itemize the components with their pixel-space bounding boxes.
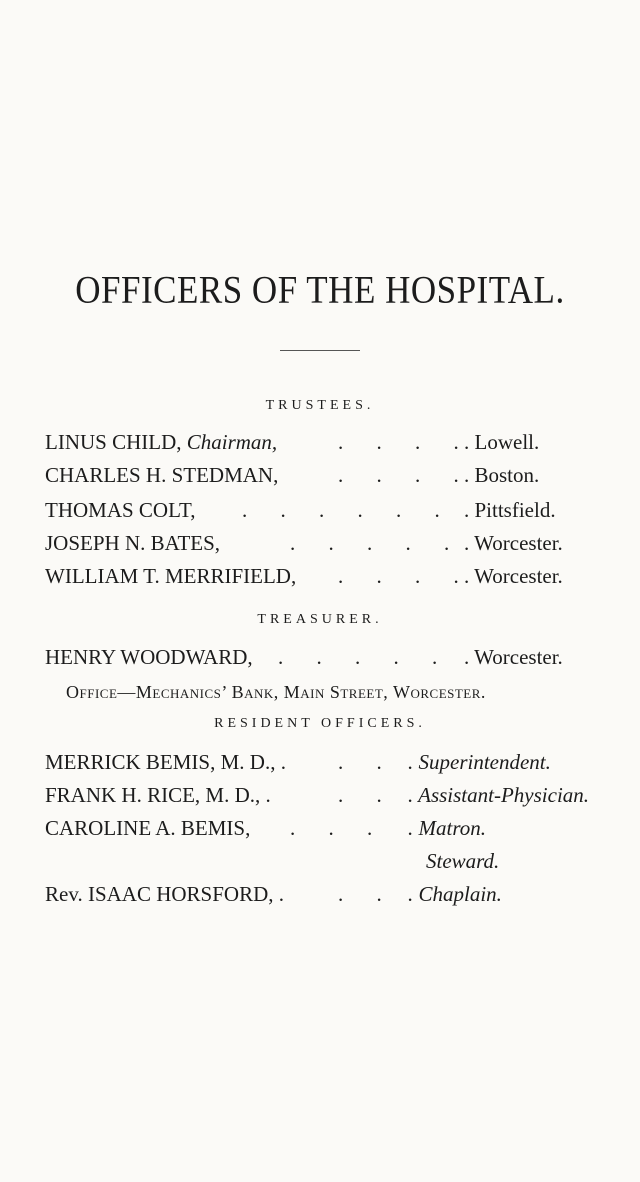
treasurer-row	[0, 645, 640, 675]
resident-officers-heading: RESIDENT OFFICERS.	[214, 716, 426, 731]
trustee-name: WILLIAM T. MERRIFIELD,	[45, 564, 297, 588]
officer-name: FRANK H. RICE, M. D., .	[45, 783, 271, 807]
officer-name: Rev. ISAAC HORSFORD, .	[45, 882, 285, 906]
trustee-place: . Worcester.	[464, 531, 563, 555]
treasurer-name: HENRY WOODWARD,	[45, 645, 253, 669]
officer-row	[0, 816, 640, 846]
leader-dots: . . . .	[338, 463, 473, 487]
trustee-name: JOSEPH N. BATES,	[45, 531, 221, 555]
trustee-row	[0, 564, 640, 594]
leader-dots: . . . . . .	[242, 498, 454, 522]
leader-dots: . . .	[290, 816, 387, 840]
officer-role: . Superintendent.	[408, 750, 551, 774]
leader-dots: . . . .	[338, 564, 473, 588]
treasurer-heading: TREASURER.	[257, 612, 383, 627]
officer-role: . Chaplain.	[408, 882, 502, 906]
officer-name: MERRICK BEMIS, M. D., .	[45, 750, 286, 774]
trustee-row	[0, 463, 640, 493]
trustee-name: CHARLES H. STEDMAN,	[45, 463, 279, 487]
treasurer-office: Office—Mechanics’ Bank, Main Street, Worcester.	[66, 682, 486, 702]
officer-row	[0, 882, 640, 912]
trustee-role: Chairman,	[186, 430, 278, 454]
trustee-row	[0, 430, 640, 460]
officer-row	[0, 783, 640, 813]
officer-role: . Assistant-Physician.	[408, 783, 590, 807]
title-divider	[280, 350, 360, 351]
treasurer-place: . Worcester.	[464, 645, 563, 669]
officer-role: . Matron.	[408, 816, 486, 840]
trustee-name: THOMAS COLT,	[45, 498, 196, 522]
trustees-heading: TRUSTEES.	[265, 398, 375, 413]
officer-role: Steward.	[426, 849, 500, 873]
leader-dots: . . . . .	[278, 645, 452, 669]
leader-dots: . . . .	[338, 430, 473, 454]
trustee-place: . Lowell.	[464, 430, 540, 454]
trustee-row	[0, 531, 640, 561]
trustee-place: . Pittsfield.	[464, 498, 556, 522]
page-title: OFFICERS OF THE HOSPITAL.	[75, 267, 565, 312]
trustee-place: . Boston.	[464, 463, 540, 487]
officer-row	[0, 750, 640, 780]
officer-name: CAROLINE A. BEMIS,	[45, 816, 251, 840]
trustee-row	[0, 498, 640, 528]
leader-dots: . . . . .	[290, 531, 464, 555]
leader-dots: . .	[338, 783, 396, 807]
trustee-place: . Worcester.	[464, 564, 563, 588]
leader-dots: . .	[338, 882, 396, 906]
officer-row	[0, 849, 640, 879]
trustee-name: LINUS CHILD, Chairman,	[45, 430, 278, 454]
leader-dots: . .	[338, 750, 396, 774]
